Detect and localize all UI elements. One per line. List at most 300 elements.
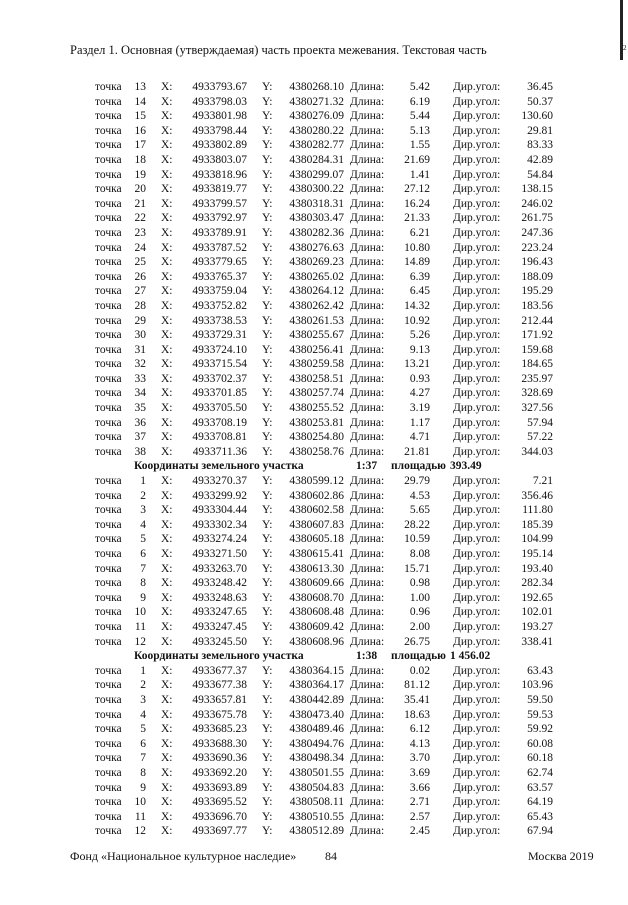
- point-label: точка: [95, 475, 122, 488]
- y-value: 4380599.12: [289, 475, 344, 488]
- angle-value: 62.74: [527, 766, 553, 779]
- y-value: 4380364.17: [289, 679, 344, 692]
- x-value: 4933792.97: [192, 212, 247, 225]
- angle-label: Дир.угол:: [453, 825, 501, 838]
- section-title: Координаты земельного участка: [134, 460, 304, 473]
- angle-value: 83.33: [527, 139, 553, 152]
- angle-value: 188.09: [521, 270, 553, 283]
- coordinate-row: [0, 620, 628, 635]
- x-label: X:: [161, 533, 173, 546]
- angle-value: 138.15: [521, 183, 553, 196]
- angle-value: 344.03: [521, 445, 553, 458]
- y-value: 4380255.67: [289, 329, 344, 342]
- x-value: 4933274.24: [192, 533, 247, 546]
- x-label: X:: [161, 664, 173, 677]
- x-value: 4933688.30: [192, 737, 247, 750]
- length-value: 1.00: [409, 591, 430, 604]
- x-label: X:: [161, 372, 173, 385]
- angle-label: Дир.угол:: [453, 766, 501, 779]
- coordinate-row: [0, 357, 628, 372]
- point-label: точка: [95, 139, 122, 152]
- length-value: 4.13: [409, 737, 430, 750]
- point-number: 7: [140, 562, 146, 575]
- length-value: 5.42: [409, 81, 430, 93]
- y-label: Y:: [262, 591, 273, 604]
- point-number: 18: [134, 153, 146, 166]
- x-label: X:: [161, 723, 173, 736]
- angle-value: 193.27: [521, 620, 553, 633]
- angle-label: Дир.угол:: [453, 796, 501, 809]
- y-label: Y:: [262, 270, 273, 283]
- angle-value: 63.57: [527, 781, 553, 794]
- area-value: 393.49: [450, 460, 482, 473]
- y-label: Y:: [262, 518, 273, 531]
- angle-value: 212.44: [521, 314, 553, 327]
- point-label: точка: [95, 445, 122, 458]
- point-label: точка: [95, 620, 122, 633]
- coordinate-row: [0, 693, 628, 708]
- point-number: 1: [140, 664, 146, 677]
- coordinate-row: [0, 474, 628, 489]
- angle-label: Дир.угол:: [453, 270, 501, 283]
- length-label: Длина:: [350, 358, 385, 371]
- point-label: точка: [95, 153, 122, 166]
- coordinate-row: [0, 664, 628, 679]
- x-label: X:: [161, 124, 173, 137]
- length-label: Длина:: [350, 329, 385, 342]
- point-label: точка: [95, 810, 122, 823]
- point-label: точка: [95, 110, 122, 123]
- angle-label: Дир.угол:: [453, 475, 501, 488]
- x-value: 4933247.45: [192, 620, 247, 633]
- y-label: Y:: [262, 664, 273, 677]
- x-value: 4933304.44: [192, 504, 247, 517]
- x-value: 4933802.89: [192, 139, 247, 152]
- point-label: точка: [95, 285, 122, 298]
- y-value: 4380261.53: [289, 314, 344, 327]
- length-value: 2.45: [409, 825, 430, 838]
- y-value: 4380508.11: [289, 796, 344, 809]
- x-label: X:: [161, 548, 173, 560]
- point-number: 26: [134, 270, 146, 283]
- point-label: точка: [95, 358, 122, 371]
- point-number: 6: [140, 548, 146, 560]
- angle-label: Дир.угол:: [453, 212, 501, 225]
- angle-label: Дир.угол:: [453, 431, 501, 444]
- angle-label: Дир.угол:: [453, 635, 501, 648]
- angle-value: 282.34: [521, 577, 553, 590]
- point-label: точка: [95, 606, 122, 619]
- x-label: X:: [161, 358, 173, 371]
- x-value: 4933708.81: [192, 431, 247, 444]
- angle-value: 67.94: [527, 825, 553, 838]
- angle-label: Дир.угол:: [453, 153, 501, 166]
- point-number: 10: [134, 796, 146, 809]
- x-value: 4933724.10: [192, 343, 247, 356]
- x-label: X:: [161, 781, 173, 794]
- coordinate-row: [0, 109, 628, 124]
- y-label: Y:: [262, 299, 273, 312]
- point-number: 33: [134, 372, 146, 385]
- angle-label: Дир.угол:: [453, 226, 501, 239]
- angle-label: Дир.угол:: [453, 679, 501, 692]
- area-label: площадью: [391, 650, 446, 663]
- y-label: Y:: [262, 329, 273, 342]
- point-number: 8: [140, 577, 146, 590]
- coordinate-row: [0, 766, 628, 781]
- point-label: точка: [95, 226, 122, 239]
- length-label: Длина:: [350, 693, 385, 706]
- angle-label: Дир.угол:: [453, 387, 501, 400]
- y-label: Y:: [262, 752, 273, 765]
- angle-label: Дир.угол:: [453, 343, 501, 356]
- y-label: Y:: [262, 825, 273, 838]
- y-value: 4380498.34: [289, 752, 344, 765]
- point-label: точка: [95, 95, 122, 108]
- point-label: точка: [95, 197, 122, 210]
- x-label: X:: [161, 110, 173, 123]
- x-value: 4933263.70: [192, 562, 247, 575]
- point-number: 8: [140, 766, 146, 779]
- x-label: X:: [161, 504, 173, 517]
- length-value: 35.41: [404, 693, 430, 706]
- point-label: точка: [95, 431, 122, 444]
- length-value: 4.53: [409, 489, 430, 502]
- length-value: 10.92: [404, 314, 430, 327]
- x-label: X:: [161, 825, 173, 838]
- point-label: точка: [95, 781, 122, 794]
- y-value: 4380258.51: [289, 372, 344, 385]
- angle-label: Дир.угол:: [453, 445, 501, 458]
- y-label: Y:: [262, 635, 273, 648]
- length-value: 4.27: [409, 387, 430, 400]
- length-value: 1.41: [409, 168, 430, 181]
- length-value: 2.57: [409, 810, 430, 823]
- y-value: 4380265.02: [289, 270, 344, 283]
- y-label: Y:: [262, 402, 273, 415]
- length-label: Длина:: [350, 577, 385, 590]
- y-value: 4380504.83: [289, 781, 344, 794]
- angle-value: 59.53: [527, 708, 553, 721]
- area-value: 1 456.02: [450, 650, 491, 663]
- length-value: 3.66: [409, 781, 430, 794]
- x-value: 4933692.20: [192, 766, 247, 779]
- angle-value: 102.01: [521, 606, 553, 619]
- length-label: Длина:: [350, 664, 385, 677]
- point-label: точка: [95, 752, 122, 765]
- length-value: 9.13: [409, 343, 430, 356]
- length-label: Длина:: [350, 124, 385, 137]
- length-value: 6.21: [409, 226, 430, 239]
- length-label: Длина:: [350, 825, 385, 838]
- length-value: 26.75: [404, 635, 430, 648]
- point-number: 12: [134, 825, 146, 838]
- y-label: Y:: [262, 620, 273, 633]
- coordinate-row: [0, 182, 628, 197]
- angle-label: Дир.угол:: [453, 723, 501, 736]
- point-number: 17: [134, 139, 146, 152]
- length-label: Длина:: [350, 431, 385, 444]
- point-number: 6: [140, 737, 146, 750]
- footer-organization: Фонд «Национальное культурное наследие»: [70, 849, 297, 863]
- angle-label: Дир.угол:: [453, 606, 501, 619]
- angle-label: Дир.угол:: [453, 256, 501, 269]
- angle-label: Дир.угол:: [453, 693, 501, 706]
- point-number: 4: [140, 518, 146, 531]
- point-label: точка: [95, 299, 122, 312]
- point-number: 25: [134, 256, 146, 269]
- coordinate-row: [0, 562, 628, 577]
- y-value: 4380271.32: [289, 95, 344, 108]
- x-label: X:: [161, 752, 173, 765]
- angle-label: Дир.угол:: [453, 577, 501, 590]
- length-value: 4.71: [409, 431, 430, 444]
- length-value: 6.19: [409, 95, 430, 108]
- y-value: 4380256.41: [289, 343, 344, 356]
- angle-value: 356.46: [521, 489, 553, 502]
- point-number: 10: [134, 606, 146, 619]
- angle-value: 36.45: [527, 81, 553, 93]
- length-value: 6.39: [409, 270, 430, 283]
- length-value: 5.44: [409, 110, 430, 123]
- y-value: 4380262.42: [289, 299, 344, 312]
- y-label: Y:: [262, 606, 273, 619]
- length-label: Длина:: [350, 285, 385, 298]
- coordinate-row: [0, 168, 628, 183]
- angle-value: 104.99: [521, 533, 553, 546]
- y-label: Y:: [262, 708, 273, 721]
- x-value: 4933270.37: [192, 475, 247, 488]
- binding-edge-number: 2: [623, 44, 627, 52]
- point-label: точка: [95, 343, 122, 356]
- y-value: 4380254.80: [289, 431, 344, 444]
- point-number: 3: [140, 693, 146, 706]
- x-value: 4933675.78: [192, 708, 247, 721]
- y-label: Y:: [262, 810, 273, 823]
- point-number: 37: [134, 431, 146, 444]
- coordinate-row: [0, 401, 628, 416]
- point-label: точка: [95, 124, 122, 137]
- x-label: X:: [161, 212, 173, 225]
- point-label: точка: [95, 241, 122, 254]
- y-value: 4380609.42: [289, 620, 344, 633]
- length-value: 5.13: [409, 124, 430, 137]
- length-value: 21.81: [404, 445, 430, 458]
- y-label: Y:: [262, 81, 273, 93]
- point-label: точка: [95, 372, 122, 385]
- point-number: 5: [140, 723, 146, 736]
- angle-label: Дир.угол:: [453, 664, 501, 677]
- point-label: точка: [95, 723, 122, 736]
- length-value: 16.24: [404, 197, 430, 210]
- y-label: Y:: [262, 781, 273, 794]
- angle-label: Дир.угол:: [453, 810, 501, 823]
- angle-value: 223.24: [521, 241, 553, 254]
- y-value: 4380501.55: [289, 766, 344, 779]
- point-label: точка: [95, 825, 122, 838]
- x-label: X:: [161, 620, 173, 633]
- y-label: Y:: [262, 577, 273, 590]
- coordinate-row: [0, 386, 628, 401]
- x-value: 4933803.07: [192, 153, 247, 166]
- point-number: 31: [134, 343, 146, 356]
- angle-label: Дир.угол:: [453, 197, 501, 210]
- y-value: 4380253.81: [289, 416, 344, 429]
- y-label: Y:: [262, 445, 273, 458]
- coordinate-row: [0, 95, 628, 110]
- y-label: Y:: [262, 431, 273, 444]
- x-label: X:: [161, 416, 173, 429]
- x-value: 4933819.77: [192, 183, 247, 196]
- y-value: 4380602.86: [289, 489, 344, 502]
- length-label: Длина:: [350, 153, 385, 166]
- point-number: 15: [134, 110, 146, 123]
- coordinate-row: [0, 678, 628, 693]
- section-title: Координаты земельного участка: [134, 650, 304, 663]
- length-label: Длина:: [350, 343, 385, 356]
- angle-value: 261.75: [521, 212, 553, 225]
- x-value: 4933801.98: [192, 110, 247, 123]
- angle-label: Дир.угол:: [453, 285, 501, 298]
- coordinate-row: [0, 299, 628, 314]
- y-value: 4380613.30: [289, 562, 344, 575]
- coordinate-row: [0, 795, 628, 810]
- x-label: X:: [161, 562, 173, 575]
- angle-value: 59.50: [527, 693, 553, 706]
- footer-city-year: Москва 2019: [528, 849, 594, 863]
- x-label: X:: [161, 475, 173, 488]
- y-value: 4380489.46: [289, 723, 344, 736]
- x-label: X:: [161, 679, 173, 692]
- x-value: 4933693.89: [192, 781, 247, 794]
- point-label: точка: [95, 314, 122, 327]
- point-number: 2: [140, 679, 146, 692]
- y-label: Y:: [262, 212, 273, 225]
- point-label: точка: [95, 387, 122, 400]
- length-value: 1.55: [409, 139, 430, 152]
- y-value: 4380473.40: [289, 708, 344, 721]
- coordinate-row: [0, 824, 628, 839]
- length-label: Длина:: [350, 606, 385, 619]
- x-value: 4933708.19: [192, 416, 247, 429]
- y-value: 4380494.76: [289, 737, 344, 750]
- coordinate-row: [0, 80, 628, 95]
- y-label: Y:: [262, 314, 273, 327]
- length-value: 10.80: [404, 241, 430, 254]
- x-label: X:: [161, 635, 173, 648]
- y-value: 4380257.74: [289, 387, 344, 400]
- length-label: Длина:: [350, 183, 385, 196]
- y-label: Y:: [262, 796, 273, 809]
- y-label: Y:: [262, 343, 273, 356]
- x-value: 4933247.65: [192, 606, 247, 619]
- coordinate-row: [0, 751, 628, 766]
- point-label: точка: [95, 708, 122, 721]
- x-value: 4933818.96: [192, 168, 247, 181]
- point-number: 16: [134, 124, 146, 137]
- angle-value: 65.43: [527, 810, 553, 823]
- coordinate-row: [0, 270, 628, 285]
- length-value: 18.63: [404, 708, 430, 721]
- point-label: точка: [95, 635, 122, 648]
- x-label: X:: [161, 402, 173, 415]
- x-label: X:: [161, 606, 173, 619]
- x-value: 4933799.57: [192, 197, 247, 210]
- coordinate-row: [0, 430, 628, 445]
- length-label: Длина:: [350, 810, 385, 823]
- y-label: Y:: [262, 416, 273, 429]
- coordinate-row: [0, 211, 628, 226]
- angle-value: 338.41: [521, 635, 553, 648]
- y-value: 4380255.52: [289, 402, 344, 415]
- length-value: 3.69: [409, 766, 430, 779]
- point-label: точка: [95, 518, 122, 531]
- angle-label: Дир.угол:: [453, 737, 501, 750]
- length-label: Длина:: [350, 314, 385, 327]
- y-label: Y:: [262, 197, 273, 210]
- length-value: 14.89: [404, 256, 430, 269]
- length-value: 2.00: [409, 620, 430, 633]
- coordinate-row: [0, 547, 628, 562]
- x-label: X:: [161, 387, 173, 400]
- point-label: точка: [95, 256, 122, 269]
- y-value: 4380284.31: [289, 153, 344, 166]
- x-value: 4933789.91: [192, 226, 247, 239]
- coordinate-row: [0, 708, 628, 723]
- point-number: 30: [134, 329, 146, 342]
- length-value: 0.98: [409, 577, 430, 590]
- length-label: Длина:: [350, 256, 385, 269]
- length-value: 27.12: [404, 183, 430, 196]
- length-value: 29.79: [404, 475, 430, 488]
- x-value: 4933677.37: [192, 664, 247, 677]
- angle-label: Дир.угол:: [453, 620, 501, 633]
- angle-value: 192.65: [521, 591, 553, 604]
- x-value: 4933759.04: [192, 285, 247, 298]
- length-value: 1.17: [409, 416, 430, 429]
- point-number: 5: [140, 533, 146, 546]
- x-label: X:: [161, 197, 173, 210]
- angle-label: Дир.угол:: [453, 562, 501, 575]
- x-label: X:: [161, 591, 173, 604]
- length-value: 0.96: [409, 606, 430, 619]
- angle-value: 64.19: [527, 796, 553, 809]
- y-label: Y:: [262, 139, 273, 152]
- point-number: 9: [140, 781, 146, 794]
- length-label: Длина:: [350, 372, 385, 385]
- length-value: 5.26: [409, 329, 430, 342]
- y-value: 4380607.83: [289, 518, 344, 531]
- point-number: 2: [140, 489, 146, 502]
- y-label: Y:: [262, 548, 273, 560]
- length-label: Длина:: [350, 139, 385, 152]
- x-label: X:: [161, 256, 173, 269]
- length-value: 15.71: [404, 562, 430, 575]
- coordinate-row: [0, 343, 628, 358]
- coordinates-table: [0, 80, 628, 839]
- angle-value: 103.96: [521, 679, 553, 692]
- x-value: 4933299.92: [192, 489, 247, 502]
- length-label: Длина:: [350, 620, 385, 633]
- angle-label: Дир.угол:: [453, 533, 501, 546]
- y-label: Y:: [262, 533, 273, 546]
- y-label: Y:: [262, 153, 273, 166]
- point-number: 9: [140, 591, 146, 604]
- coordinate-row: [0, 284, 628, 299]
- point-number: 29: [134, 314, 146, 327]
- y-label: Y:: [262, 285, 273, 298]
- x-label: X:: [161, 343, 173, 356]
